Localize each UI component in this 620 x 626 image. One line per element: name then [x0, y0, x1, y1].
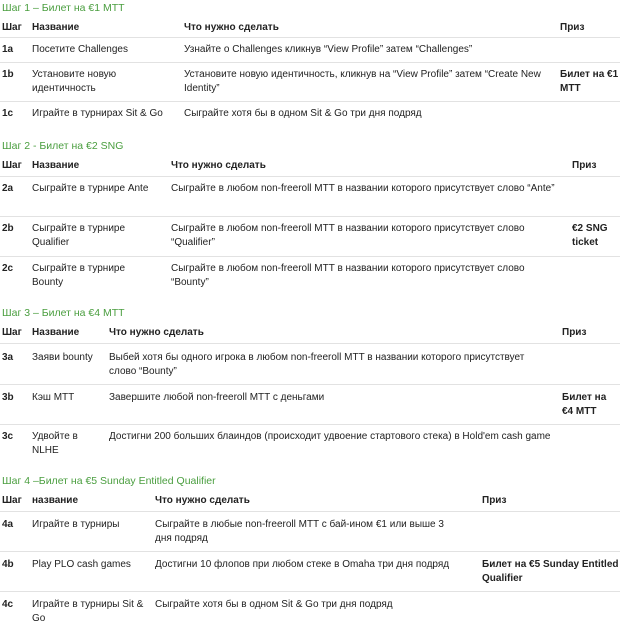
- row-name: Кэш MTT: [32, 392, 75, 403]
- row-todo: Сыграйте в любом non-freeroll MTT в названии которого присутствует слово “Ante”: [171, 183, 555, 194]
- row-step: 1b: [2, 69, 14, 80]
- row-todo: Сыграйте хотя бы в одном Sit & Go три дня подряд: [184, 108, 422, 119]
- row-step: 3c: [2, 431, 14, 442]
- section-1-title: Шаг 1 – Билет на €1 MTT: [2, 2, 125, 14]
- row-divider: [0, 551, 620, 552]
- row-step: 4a: [2, 519, 14, 530]
- section-2-title: Шаг 2 - Билет на €2 SNG: [2, 140, 124, 152]
- row-step: 3a: [2, 352, 14, 363]
- row-divider: [0, 37, 620, 38]
- row-todo: Завершите любой non-freeroll MTT с деньгами: [109, 392, 325, 403]
- header-step: Шаг: [2, 160, 22, 171]
- header-prize: Приз: [572, 160, 597, 171]
- header-todo: Что нужно сделать: [171, 160, 266, 171]
- row-name: Удвойте в NLHE: [32, 431, 78, 456]
- row-divider: [0, 176, 620, 177]
- section-3-title: Шаг 3 – Билет на €4 MTT: [2, 307, 125, 319]
- row-name: Играйте в турниры Sit & Go: [32, 599, 144, 624]
- row-step: 4b: [2, 559, 14, 570]
- section-4-title: Шаг 4 –Билет на €5 Sunday Entitled Qualifier: [2, 475, 216, 487]
- header-todo: Что нужно сделать: [184, 22, 279, 33]
- row-divider: [0, 62, 620, 63]
- header-todo: Что нужно сделать: [109, 327, 204, 338]
- row-step: 3b: [2, 392, 14, 403]
- row-todo: Достигни 10 флопов при любом стеке в Omaha три дня подряд: [155, 559, 450, 570]
- header-prize: Приз: [562, 327, 587, 338]
- row-todo: Выбей хотя бы одного игрока в любом non-freeroll MTT в названии которого присутствует слово “Bounty”: [109, 352, 525, 377]
- row-todo: Сыграйте хотя бы в одном Sit & Go три дня подряд: [155, 599, 393, 610]
- row-todo: Сыграйте в любом non-freeroll MTT в названии которого присутствует слово “Bounty”: [171, 263, 525, 288]
- header-prize: Приз: [482, 495, 507, 506]
- row-divider: [0, 101, 620, 102]
- row-step: 2b: [2, 223, 14, 234]
- row-step: 4c: [2, 599, 14, 610]
- row-name: Play PLO cash games: [32, 559, 131, 570]
- row-divider: [0, 216, 620, 217]
- row-name: Играйте в турнирах Sit & Go: [32, 108, 163, 119]
- row-name: Установите новую идентичность: [32, 69, 117, 94]
- row-step: 2c: [2, 263, 14, 274]
- header-name: Название: [32, 22, 80, 33]
- row-name: Сыграйте в турнире Ante: [32, 183, 149, 194]
- row-prize: €2 SNG ticket: [572, 223, 608, 248]
- row-divider: [0, 424, 620, 425]
- row-todo: Узнайте о Challenges кликнув “View Profile” затем “Challenges”: [184, 44, 473, 55]
- header-step: Шаг: [2, 22, 22, 33]
- row-todo: Сыграйте в любые non-freeroll MTT с бай-ином €1 или выше 3 дня подряд: [155, 519, 444, 544]
- header-prize: Приз: [560, 22, 585, 33]
- row-prize: Билет на €4 MTT: [562, 392, 607, 417]
- row-divider: [0, 591, 620, 592]
- row-prize: Билет на €5 Sunday Entitled Qualifier: [482, 559, 619, 584]
- row-name: Сыграйте в турнире Bounty: [32, 263, 126, 288]
- row-divider: [0, 511, 620, 512]
- row-todo: Установите новую идентичность, кликнув на “View Profile” затем “Create New Identity”: [184, 69, 541, 94]
- row-step: 1c: [2, 108, 14, 119]
- header-step: Шаг: [2, 327, 22, 338]
- row-step: 2a: [2, 183, 14, 194]
- row-divider: [0, 384, 620, 385]
- row-name: Играйте в турниры: [32, 519, 120, 530]
- row-divider: [0, 256, 620, 257]
- row-name: Заяви bounty: [32, 352, 93, 363]
- header-name: Название: [32, 160, 80, 171]
- row-name: Посетите Challenges: [32, 44, 128, 55]
- row-step: 1a: [2, 44, 14, 55]
- row-divider: [0, 343, 620, 344]
- row-todo: Достигни 200 больших блаиндов (происходит удвоение стартового стека) в Hold'em cash game: [109, 431, 551, 442]
- header-step: Шаг: [2, 495, 22, 506]
- header-todo: Что нужно сделать: [155, 495, 250, 506]
- row-name: Сыграйте в турнире Qualifier: [32, 223, 126, 248]
- header-name: название: [32, 495, 79, 506]
- header-name: Название: [32, 327, 80, 338]
- row-todo: Сыграйте в любом non-freeroll MTT в названии которого присутствует слово “Qualifier”: [171, 223, 525, 248]
- row-prize: Билет на €1 MTT: [560, 69, 619, 94]
